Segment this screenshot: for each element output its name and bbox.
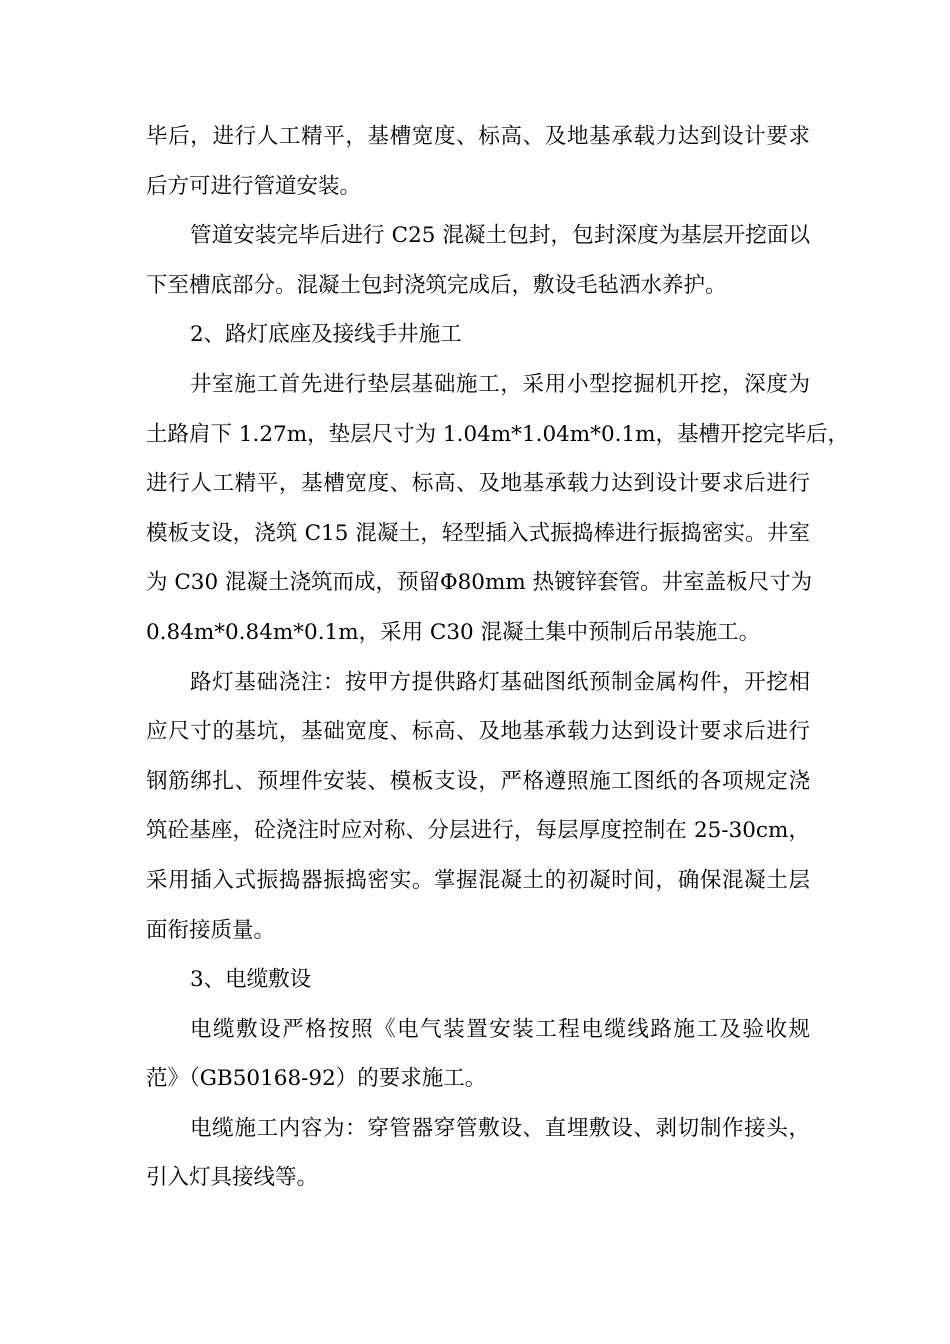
text-line: 面衔接质量。 [146, 917, 276, 943]
text-line: 引入灯具接线等。 [146, 1165, 319, 1191]
paragraph-first-line: 电缆敷设严格按照《电气装置安装工程电缆线路施工及验收规 [190, 1016, 810, 1042]
text-line: 模板支设，浇筑 C15 混凝土，轻型插入式振捣棒进行振捣密实。井室 [146, 520, 810, 546]
text-line: 应尺寸的基坑，基础宽度、标高、及地基承载力达到设计要求后进行 [146, 719, 810, 745]
text-line: 范》（GB50168-92）的要求施工。 [146, 1066, 487, 1092]
paragraph-first-line: 井室施工首先进行垫层基础施工，采用小型挖掘机开挖，深度为 [190, 371, 810, 397]
text-line: 钢筋绑扎、预埋件安装、模板支设，严格遵照施工图纸的各项规定浇 [146, 768, 810, 794]
text-line: 0.84m*0.84m*0.1m，采用 C30 混凝土集中预制后吊装施工。 [146, 619, 761, 645]
section-heading: 2、路灯底座及接线手井施工 [190, 322, 462, 348]
text-line: 进行人工精平，基槽宽度、标高、及地基承载力达到设计要求后进行 [146, 471, 810, 497]
paragraph-first-line: 管道安装完毕后进行 C25 混凝土包封，包封深度为基层开挖面以 [190, 223, 810, 249]
section-heading: 3、电缆敷设 [190, 967, 312, 993]
paragraph-first-line: 路灯基础浇注：按甲方提供路灯基础图纸预制金属构件，开挖相 [190, 669, 810, 695]
text-line: 采用插入式振捣器振捣密实。掌握混凝土的初凝时间，确保混凝土层 [146, 867, 810, 893]
paragraph-first-line: 电缆施工内容为：穿管器穿管敷设、直埋敷设、剥切制作接头， [190, 1115, 810, 1141]
text-line: 后方可进行管道安装。 [146, 173, 362, 199]
document-body [146, 112, 850, 1203]
text-line: 为 C30 混凝土浇筑而成，预留Φ80mm 热镀锌套管。井室盖板尺寸为 [146, 570, 813, 596]
text-line: 下至槽底部分。混凝土包封浇筑完成后，敷设毛毡洒水养护。 [146, 272, 727, 298]
text-line: 毕后，进行人工精平，基槽宽度、标高、及地基承载力达到设计要求 [146, 124, 810, 149]
text-line: 土路肩下 1.27m，垫层尺寸为 1.04m*1.04m*0.1m，基槽开挖完毕后， [146, 421, 850, 447]
text-line: 筑砼基座，砼浇注时应对称、分层进行，每层厚度控制在 25-30cm， [146, 818, 810, 844]
